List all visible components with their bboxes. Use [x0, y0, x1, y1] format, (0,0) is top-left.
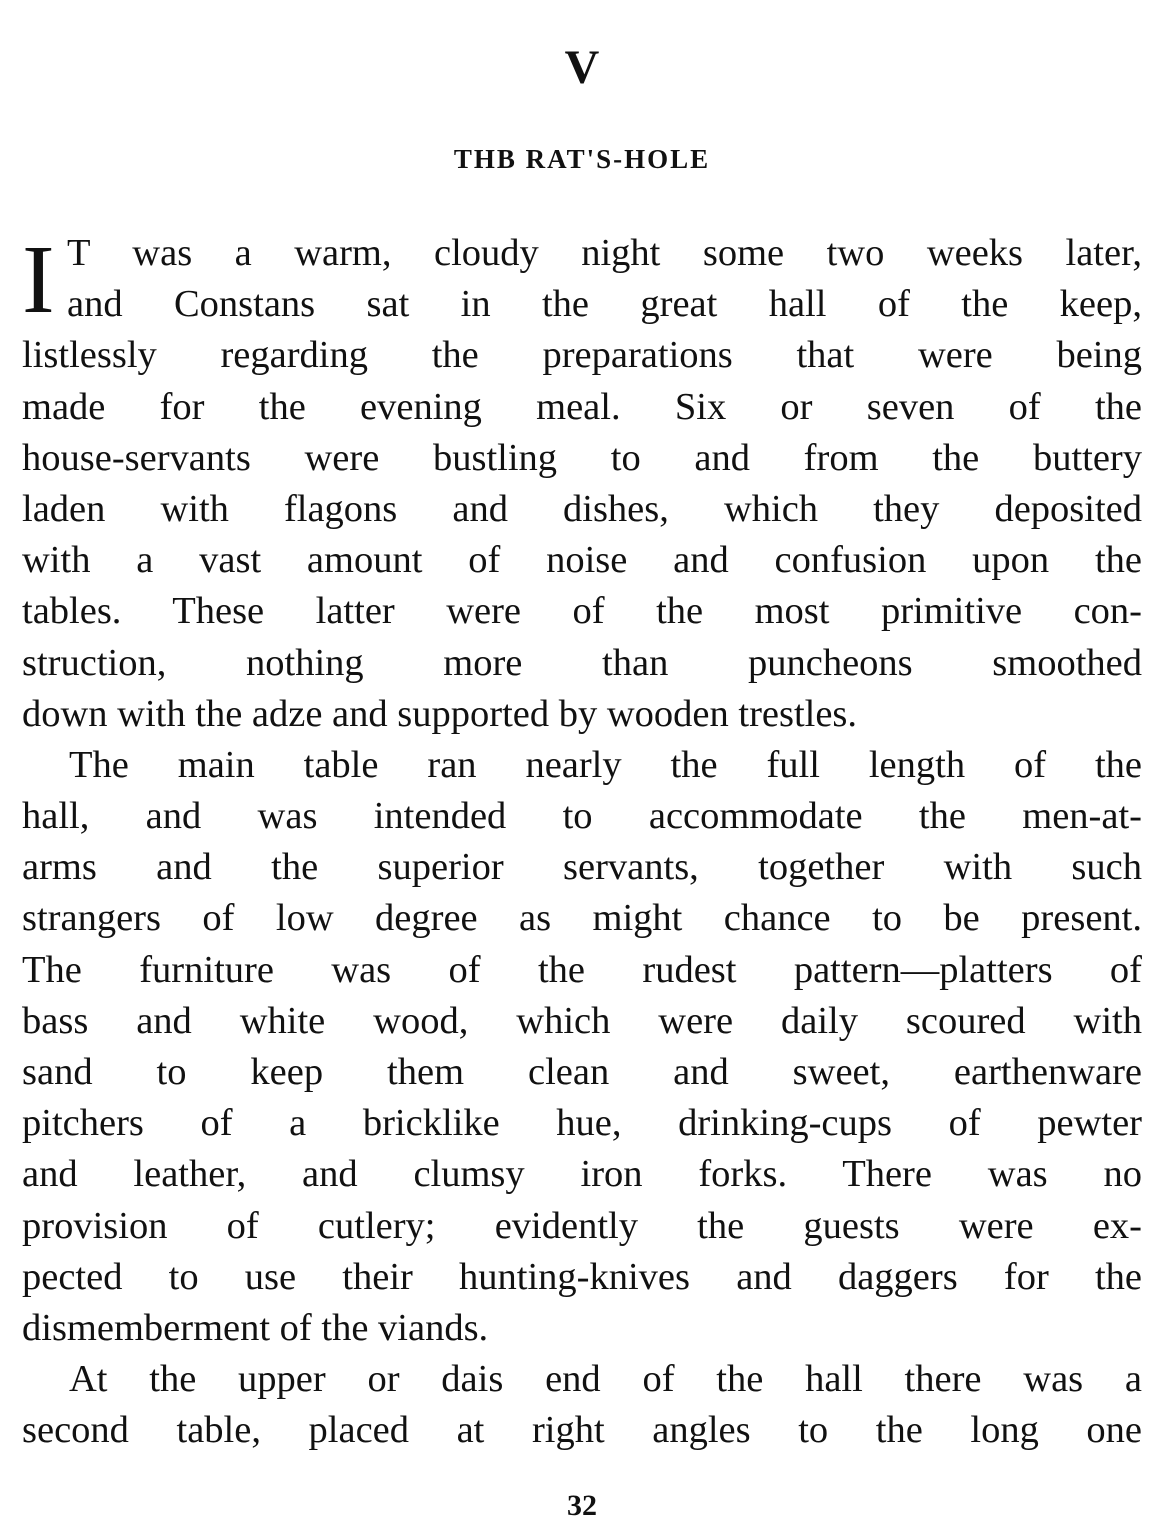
text-line: pitchers of a bricklike hue, drinking-cups of pewter: [22, 1102, 1142, 1145]
text-line: strangers of low degree as might chance to be present.: [22, 897, 1142, 940]
text-line: house-servants were bustling to and from the buttery: [22, 436, 1142, 479]
text-line: and Constans sat in the great hall of the keep,: [67, 283, 1142, 326]
text-line: At the upper or dais end of the hall there was a: [69, 1358, 1142, 1401]
text-line: struction, nothing more than puncheons smoothed: [22, 641, 1142, 684]
book-page: [22, 0, 1142, 1538]
text-line: pected to use their hunting-knives and daggers for the: [22, 1255, 1142, 1298]
text-line: T was a warm, cloudy night some two weeks later,: [67, 232, 1142, 274]
text-line: The main table ran nearly the full length of the: [69, 743, 1142, 786]
text-line: down with the adze and supported by wooden trestles.: [22, 692, 858, 735]
chapter-title: THB RAT'S-HOLE: [453, 144, 711, 174]
text-line: listlessly regarding the preparations that were being: [22, 334, 1142, 377]
text-line: laden with flagons and dishes, which they deposited: [22, 487, 1142, 530]
text-line: dismemberment of the viands.: [22, 1306, 489, 1349]
text-line: second table, placed at right angles to the long one: [22, 1409, 1142, 1452]
text-line: and leather, and clumsy iron forks. There was no: [22, 1153, 1142, 1196]
drop-cap: I: [22, 226, 55, 334]
page-number: 32: [567, 1489, 597, 1522]
text-line: provision of cutlery; evidently the guests were ex-: [22, 1204, 1142, 1247]
text-line: made for the evening meal. Six or seven of the: [22, 385, 1142, 428]
text-line: sand to keep them clean and sweet, earthenware: [22, 1051, 1142, 1093]
text-line: hall, and was intended to accommodate the men-at-: [22, 795, 1142, 838]
text-line: bass and white wood, which were daily scoured with: [22, 999, 1142, 1042]
text-line: arms and the superior servants, together with such: [22, 846, 1142, 889]
text-line: tables. These latter were of the most primitive con-: [22, 590, 1142, 633]
chapter-number: V: [564, 41, 600, 94]
text-line: The furniture was of the rudest pattern—platters of: [22, 948, 1142, 991]
text-line: with a vast amount of noise and confusion upon the: [22, 539, 1142, 582]
chapter-body: [22, 228, 1142, 1457]
